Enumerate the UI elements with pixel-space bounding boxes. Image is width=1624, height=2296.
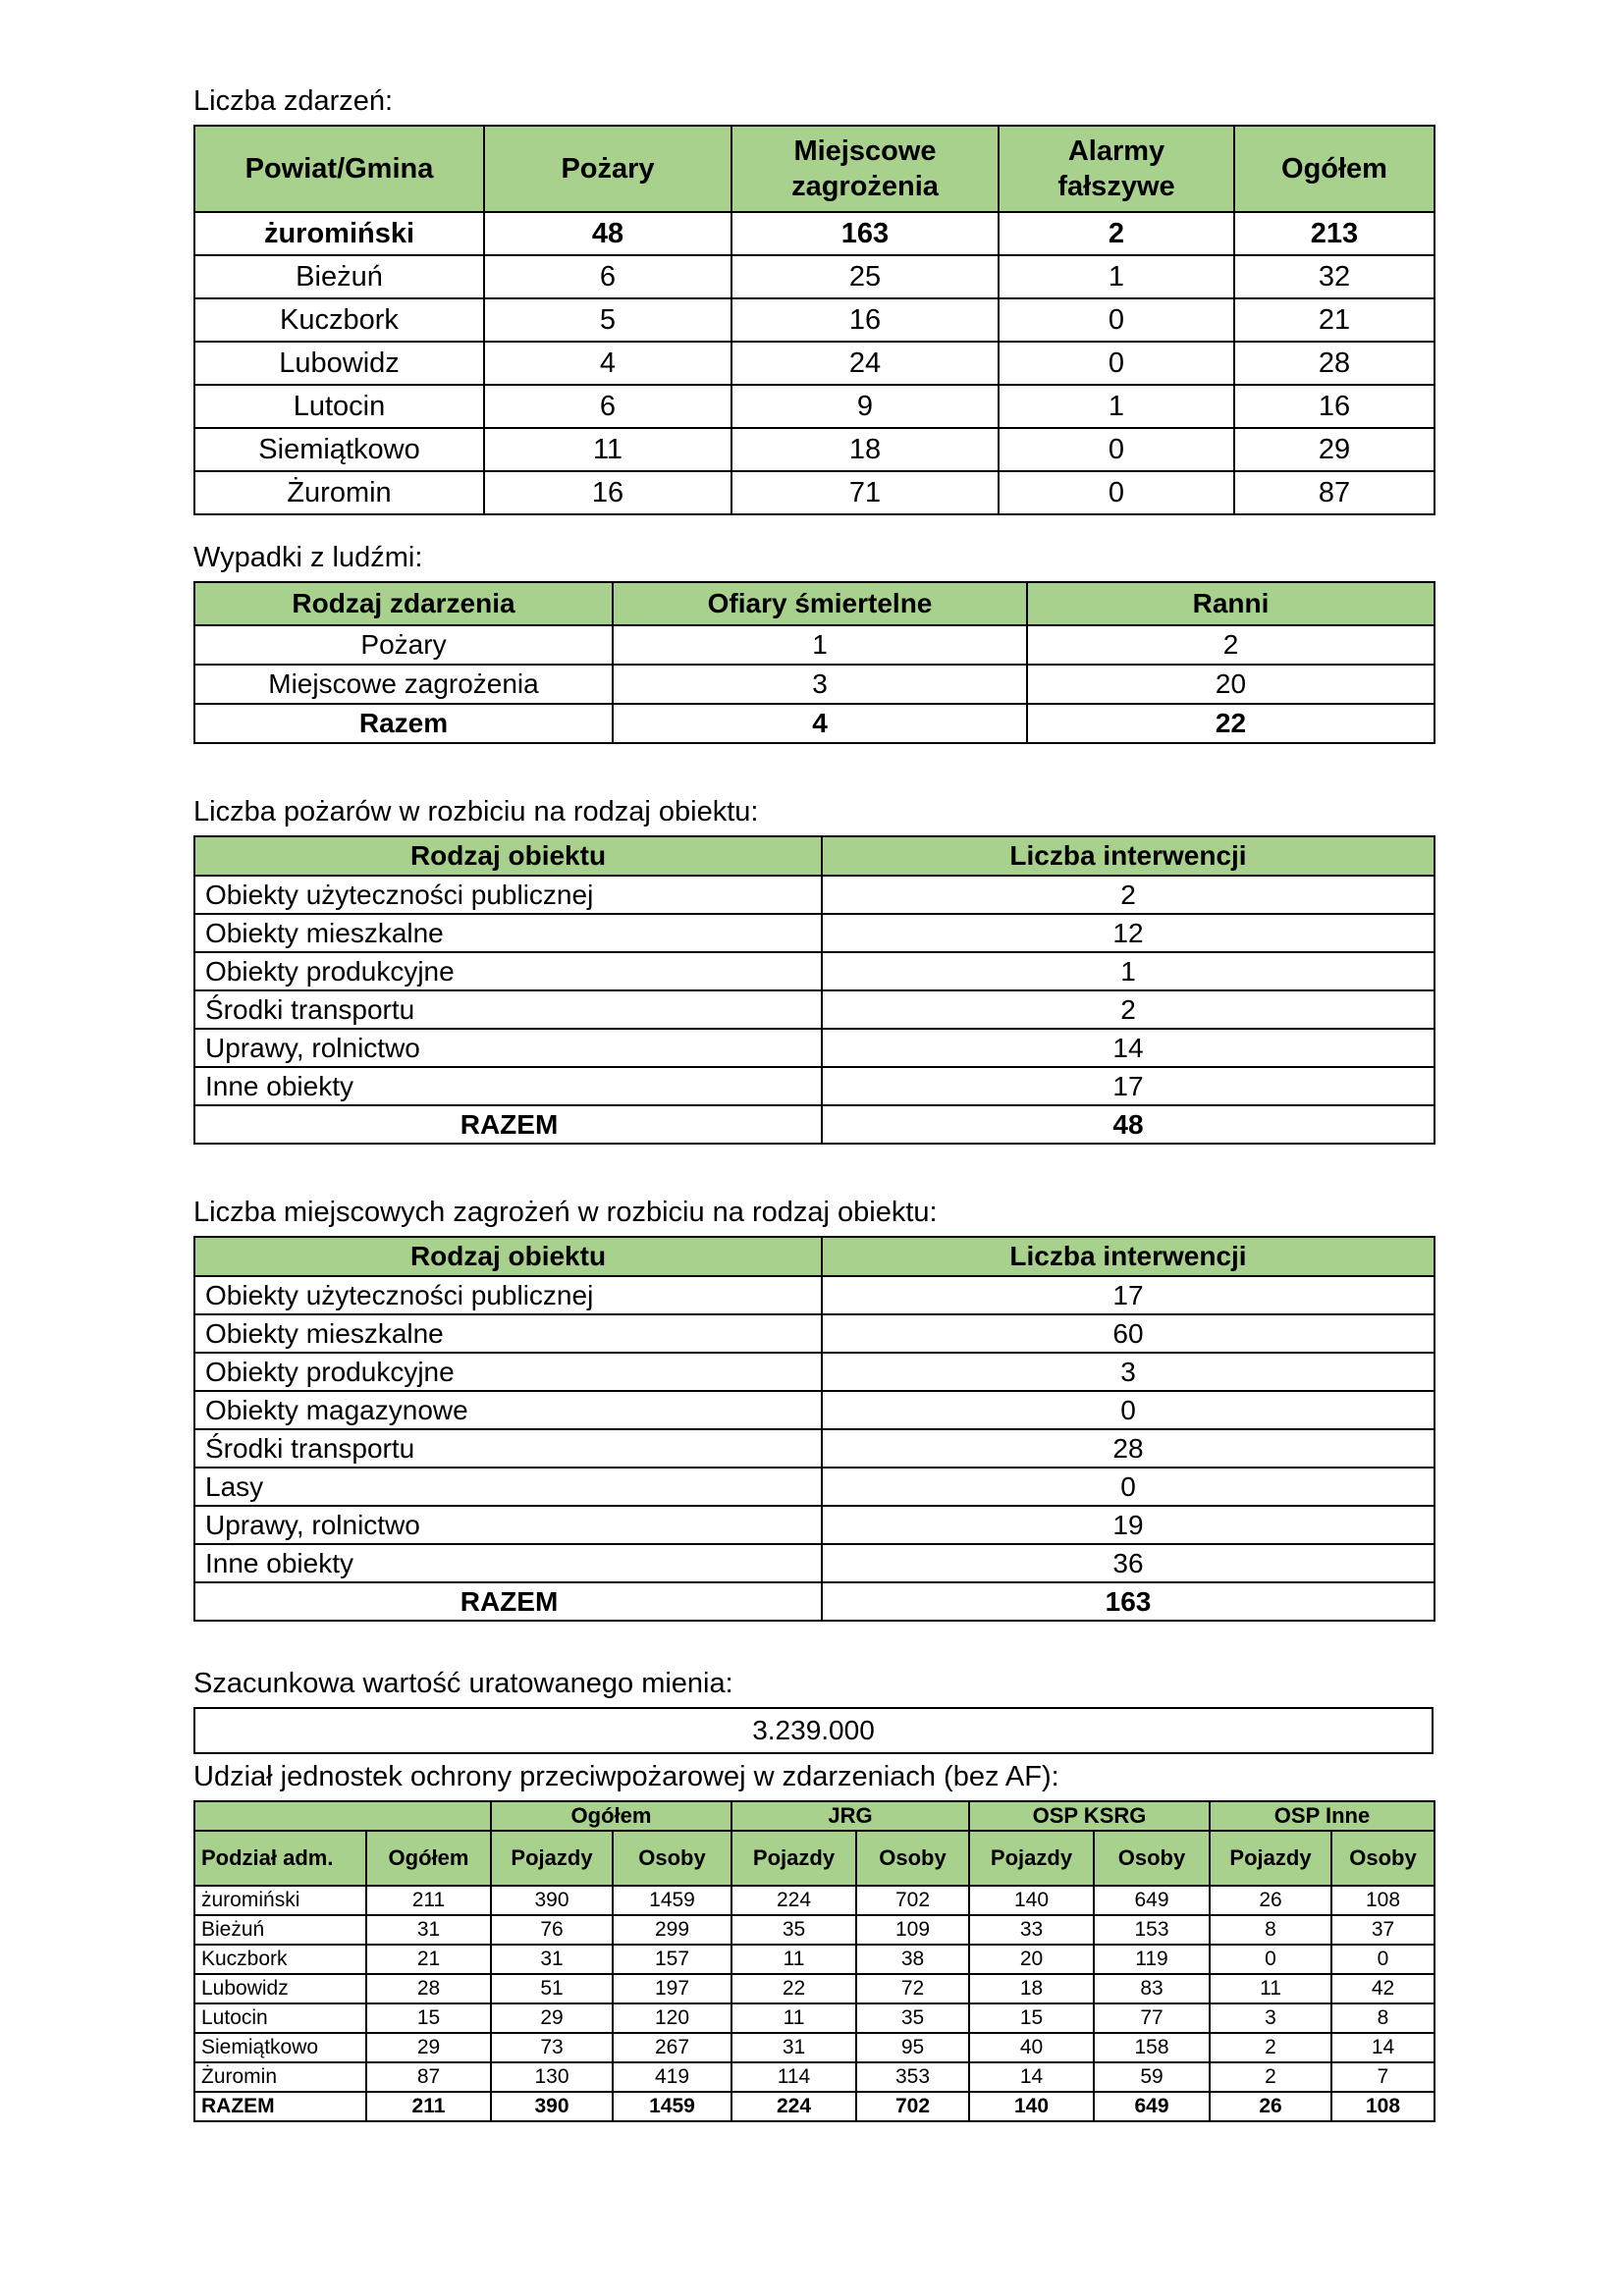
table-cell: 51 <box>491 1974 613 2003</box>
table-cell: 87 <box>366 2062 491 2092</box>
table-cell: 6 <box>484 255 731 298</box>
table-cell: 35 <box>731 1915 856 1945</box>
column-header-pojazdy: Pojazdy <box>1210 1831 1331 1886</box>
table-cell: żuromiński <box>194 1886 366 1915</box>
table-cell: 157 <box>613 1945 731 1974</box>
table-cell: 390 <box>491 2092 613 2121</box>
section-title-saved-property: Szacunkowa wartość uratowanego mienia: <box>193 1668 733 1699</box>
table-cell: 29 <box>491 2003 613 2033</box>
table-cell: 213 <box>1234 212 1435 255</box>
table-row <box>194 876 1435 914</box>
table-cell: Lubowidz <box>194 1974 366 2003</box>
table-cell: 267 <box>613 2033 731 2062</box>
table-cell: 3 <box>613 665 1027 704</box>
table-cell: 0 <box>999 428 1234 471</box>
incidents-table <box>193 125 1435 515</box>
column-header-rodzaj-zdarzenia: Rodzaj zdarzenia <box>194 582 613 625</box>
table-cell: 60 <box>822 1314 1435 1353</box>
table-cell: 390 <box>491 1886 613 1915</box>
table-cell: Bieżuń <box>194 1915 366 1945</box>
table-header-row <box>194 836 1435 876</box>
table-row <box>194 1314 1435 1353</box>
group-header-osp-ksrg: OSP KSRG <box>969 1801 1210 1831</box>
table-cell: 1 <box>999 255 1234 298</box>
saved-property-table <box>193 1707 1434 1754</box>
column-header-miejscowe-zagrozenia: Miejscowe zagrożenia <box>731 126 999 212</box>
table-row <box>194 2033 1435 2062</box>
table-cell: 8 <box>1210 1915 1331 1945</box>
table-row <box>194 1506 1435 1544</box>
table-cell: Lutocin <box>194 2003 366 2033</box>
table-cell: 20 <box>969 1945 1094 1974</box>
table-cell: 14 <box>822 1029 1435 1067</box>
table-cell: 163 <box>822 1582 1435 1621</box>
table-cell: 702 <box>856 2092 969 2121</box>
table-cell: 158 <box>1094 2033 1210 2062</box>
table-cell: 29 <box>366 2033 491 2062</box>
table-cell: 140 <box>969 1886 1094 1915</box>
column-header-rodzaj-obiektu: Rodzaj obiektu <box>194 1237 822 1276</box>
table-cell: 12 <box>822 914 1435 952</box>
table-cell: 73 <box>491 2033 613 2062</box>
table-cell: 4 <box>613 704 1027 743</box>
table-cell: 0 <box>822 1391 1435 1429</box>
table-cell: 649 <box>1094 1886 1210 1915</box>
table-cell: 21 <box>1234 298 1435 342</box>
table-cell: 59 <box>1094 2062 1210 2092</box>
table-row <box>194 1945 1435 1974</box>
table-cell: 3 <box>1210 2003 1331 2033</box>
table-row <box>194 428 1435 471</box>
column-header-osoby: Osoby <box>613 1831 731 1886</box>
table-cell: Obiekty magazynowe <box>194 1391 822 1429</box>
group-header-empty-cell <box>194 1801 491 1831</box>
table-cell: Żuromin <box>194 471 484 514</box>
table-cell: 109 <box>856 1915 969 1945</box>
table-cell: 28 <box>366 1974 491 2003</box>
table-cell: 108 <box>1331 1886 1435 1915</box>
table-cell: 33 <box>969 1915 1094 1945</box>
casualties-table <box>193 581 1435 744</box>
table-cell: 14 <box>969 2062 1094 2092</box>
table-row <box>194 704 1435 743</box>
table-cell: 9 <box>731 385 999 428</box>
table-cell: 22 <box>731 1974 856 2003</box>
table-row <box>194 1974 1435 2003</box>
table-row <box>194 1708 1433 1753</box>
column-header-ogolem: Ogółem <box>366 1831 491 1886</box>
table-cell: 18 <box>731 428 999 471</box>
table-cell: 29 <box>1234 428 1435 471</box>
table-cell: 32 <box>1234 255 1435 298</box>
column-header-liczba-interwencji: Liczba interwencji <box>822 1237 1435 1276</box>
table-cell: 1459 <box>613 1886 731 1915</box>
table-cell: 0 <box>1331 1945 1435 1974</box>
table-row <box>194 2062 1435 2092</box>
group-header-jrg: JRG <box>731 1801 969 1831</box>
table-cell: 48 <box>822 1105 1435 1144</box>
table-cell: 1 <box>822 952 1435 990</box>
table-cell: 419 <box>613 2062 731 2092</box>
table-cell: 40 <box>969 2033 1094 2062</box>
table-cell: 72 <box>856 1974 969 2003</box>
table-row <box>194 2092 1435 2121</box>
column-header-osoby: Osoby <box>1094 1831 1210 1886</box>
table-cell: 71 <box>731 471 999 514</box>
section-title-casualties: Wypadki z ludźmi: <box>193 542 423 573</box>
table-row <box>194 1544 1435 1582</box>
table-cell: Lasy <box>194 1468 822 1506</box>
table-cell: 31 <box>491 1945 613 1974</box>
table-cell: 11 <box>1210 1974 1331 2003</box>
table-header-row <box>194 1237 1435 1276</box>
table-cell: 8 <box>1331 2003 1435 2033</box>
table-row <box>194 471 1435 514</box>
column-header-pojazdy: Pojazdy <box>731 1831 856 1886</box>
table-cell: 2 <box>1027 625 1435 665</box>
column-header-pojazdy: Pojazdy <box>491 1831 613 1886</box>
table-cell: 702 <box>856 1886 969 1915</box>
table-row <box>194 1391 1435 1429</box>
table-cell: Obiekty mieszkalne <box>194 1314 822 1353</box>
table-cell: 38 <box>856 1945 969 1974</box>
table-cell: 95 <box>856 2033 969 2062</box>
table-cell: Lubowidz <box>194 342 484 385</box>
group-header-row <box>194 1801 1435 1831</box>
table-cell: 22 <box>1027 704 1435 743</box>
table-cell: Razem <box>194 704 613 743</box>
table-cell: 1459 <box>613 2092 731 2121</box>
hazards-by-object-table <box>193 1236 1435 1622</box>
table-cell: 0 <box>999 298 1234 342</box>
table-header-row <box>194 126 1435 212</box>
table-cell: 36 <box>822 1544 1435 1582</box>
table-cell: 2 <box>999 212 1234 255</box>
table-cell: 17 <box>822 1276 1435 1314</box>
table-cell: Inne obiekty <box>194 1544 822 1582</box>
table-cell: Obiekty mieszkalne <box>194 914 822 952</box>
table-cell: 18 <box>969 1974 1094 2003</box>
sub-header-row <box>194 1831 1435 1886</box>
table-cell: 26 <box>1210 2092 1331 2121</box>
table-cell: 25 <box>731 255 999 298</box>
column-header-ranni: Ranni <box>1027 582 1435 625</box>
table-cell: Obiekty produkcyjne <box>194 1353 822 1391</box>
table-cell: 35 <box>856 2003 969 2033</box>
table-cell: 19 <box>822 1506 1435 1544</box>
table-cell: RAZEM <box>194 2092 366 2121</box>
table-cell: 130 <box>491 2062 613 2092</box>
table-cell: 6 <box>484 385 731 428</box>
table-row <box>194 212 1435 255</box>
section-title-units-participation: Udział jednostek ochrony przeciwpożarowej w zdarzeniach (bez AF): <box>193 1761 1059 1792</box>
table-cell: 2 <box>822 876 1435 914</box>
table-cell: RAZEM <box>194 1582 822 1621</box>
table-row <box>194 990 1435 1029</box>
table-row <box>194 1067 1435 1105</box>
table-cell: żuromiński <box>194 212 484 255</box>
table-cell: 31 <box>366 1915 491 1945</box>
table-cell: Siemiątkowo <box>194 428 484 471</box>
table-cell: Kuczbork <box>194 298 484 342</box>
table-cell: 114 <box>731 2062 856 2092</box>
column-header-ofiary-smiertelne: Ofiary śmiertelne <box>613 582 1027 625</box>
table-row <box>194 952 1435 990</box>
table-row <box>194 2003 1435 2033</box>
saved-property-value: 3.239.000 <box>194 1708 1433 1753</box>
table-row <box>194 1582 1435 1621</box>
table-cell: Uprawy, rolnictwo <box>194 1506 822 1544</box>
table-cell: 140 <box>969 2092 1094 2121</box>
table-cell: 37 <box>1331 1915 1435 1945</box>
table-cell: Lutocin <box>194 385 484 428</box>
table-cell: 4 <box>484 342 731 385</box>
table-cell: 11 <box>731 2003 856 2033</box>
table-cell: 108 <box>1331 2092 1435 2121</box>
table-cell: 1 <box>999 385 1234 428</box>
table-cell: Bieżuń <box>194 255 484 298</box>
column-header-podzial-adm: Podział adm. <box>194 1831 366 1886</box>
table-cell: 76 <box>491 1915 613 1945</box>
table-cell: 0 <box>822 1468 1435 1506</box>
table-cell: 11 <box>484 428 731 471</box>
table-row <box>194 1353 1435 1391</box>
table-cell: 17 <box>822 1067 1435 1105</box>
table-cell: Miejscowe zagrożenia <box>194 665 613 704</box>
table-cell: 83 <box>1094 1974 1210 2003</box>
table-cell: 21 <box>366 1945 491 1974</box>
table-row <box>194 298 1435 342</box>
table-cell: 0 <box>1210 1945 1331 1974</box>
table-cell: 163 <box>731 212 999 255</box>
table-row <box>194 1915 1435 1945</box>
table-cell: 211 <box>366 2092 491 2121</box>
table-cell: 15 <box>969 2003 1094 2033</box>
table-cell: Siemiątkowo <box>194 2033 366 2062</box>
table-cell: 153 <box>1094 1915 1210 1945</box>
table-cell: Obiekty użyteczności publicznej <box>194 1276 822 1314</box>
table-cell: 11 <box>731 1945 856 1974</box>
table-cell: 28 <box>822 1429 1435 1468</box>
table-cell: 353 <box>856 2062 969 2092</box>
table-row <box>194 1105 1435 1144</box>
table-cell: 77 <box>1094 2003 1210 2033</box>
table-cell: 224 <box>731 2092 856 2121</box>
table-cell: 2 <box>822 990 1435 1029</box>
section-title-fires-by-object: Liczba pożarów w rozbiciu na rodzaj obiektu: <box>193 796 759 828</box>
table-row <box>194 385 1435 428</box>
table-cell: 0 <box>999 471 1234 514</box>
table-cell: Środki transportu <box>194 1429 822 1468</box>
table-cell: 2 <box>1210 2033 1331 2062</box>
table-cell: 224 <box>731 1886 856 1915</box>
table-row <box>194 914 1435 952</box>
table-cell: 7 <box>1331 2062 1435 2092</box>
table-row <box>194 1886 1435 1915</box>
table-cell: 119 <box>1094 1945 1210 1974</box>
table-cell: 16 <box>1234 385 1435 428</box>
table-cell: Kuczbork <box>194 1945 366 1974</box>
table-row <box>194 342 1435 385</box>
section-title-hazards-by-object: Liczba miejscowych zagrożeń w rozbiciu na rodzaj obiektu: <box>193 1197 938 1228</box>
table-cell: 31 <box>731 2033 856 2062</box>
column-header-osoby: Osoby <box>856 1831 969 1886</box>
table-header-row <box>194 582 1435 625</box>
table-row <box>194 1276 1435 1314</box>
table-cell: Uprawy, rolnictwo <box>194 1029 822 1067</box>
table-cell: 197 <box>613 1974 731 2003</box>
table-cell: 20 <box>1027 665 1435 704</box>
units-participation-table <box>193 1800 1435 2122</box>
column-header-pojazdy: Pojazdy <box>969 1831 1094 1886</box>
fires-by-object-table <box>193 835 1435 1145</box>
table-row <box>194 1029 1435 1067</box>
table-cell: 28 <box>1234 342 1435 385</box>
table-cell: 14 <box>1331 2033 1435 2062</box>
table-cell: 3 <box>822 1353 1435 1391</box>
table-cell: 16 <box>484 471 731 514</box>
table-cell: 42 <box>1331 1974 1435 2003</box>
table-row <box>194 625 1435 665</box>
table-cell: 26 <box>1210 1886 1331 1915</box>
table-row <box>194 665 1435 704</box>
table-row <box>194 1429 1435 1468</box>
table-cell: 649 <box>1094 2092 1210 2121</box>
column-header-alarmy-falszywe: Alarmy fałszywe <box>999 126 1234 212</box>
column-header-powiat-gmina: Powiat/Gmina <box>194 126 484 212</box>
table-cell: Pożary <box>194 625 613 665</box>
table-cell: 120 <box>613 2003 731 2033</box>
table-row <box>194 255 1435 298</box>
group-header-ogolem: Ogółem <box>491 1801 731 1831</box>
table-cell: 211 <box>366 1886 491 1915</box>
table-cell: 15 <box>366 2003 491 2033</box>
table-cell: 0 <box>999 342 1234 385</box>
table-cell: 2 <box>1210 2062 1331 2092</box>
column-header-ogolem: Ogółem <box>1234 126 1435 212</box>
table-cell: Inne obiekty <box>194 1067 822 1105</box>
table-cell: Obiekty produkcyjne <box>194 952 822 990</box>
table-cell: 48 <box>484 212 731 255</box>
column-header-liczba-interwencji: Liczba interwencji <box>822 836 1435 876</box>
table-row <box>194 1468 1435 1506</box>
table-cell: 5 <box>484 298 731 342</box>
group-header-osp-inne: OSP Inne <box>1210 1801 1435 1831</box>
table-cell: Żuromin <box>194 2062 366 2092</box>
column-header-osoby: Osoby <box>1331 1831 1435 1886</box>
table-cell: Środki transportu <box>194 990 822 1029</box>
table-cell: 1 <box>613 625 1027 665</box>
table-cell: 299 <box>613 1915 731 1945</box>
table-cell: Obiekty użyteczności publicznej <box>194 876 822 914</box>
table-cell: RAZEM <box>194 1105 822 1144</box>
table-cell: 87 <box>1234 471 1435 514</box>
table-cell: 16 <box>731 298 999 342</box>
section-title-incidents: Liczba zdarzeń: <box>193 85 394 117</box>
table-cell: 24 <box>731 342 999 385</box>
column-header-rodzaj-obiektu: Rodzaj obiektu <box>194 836 822 876</box>
column-header-pozary: Pożary <box>484 126 731 212</box>
